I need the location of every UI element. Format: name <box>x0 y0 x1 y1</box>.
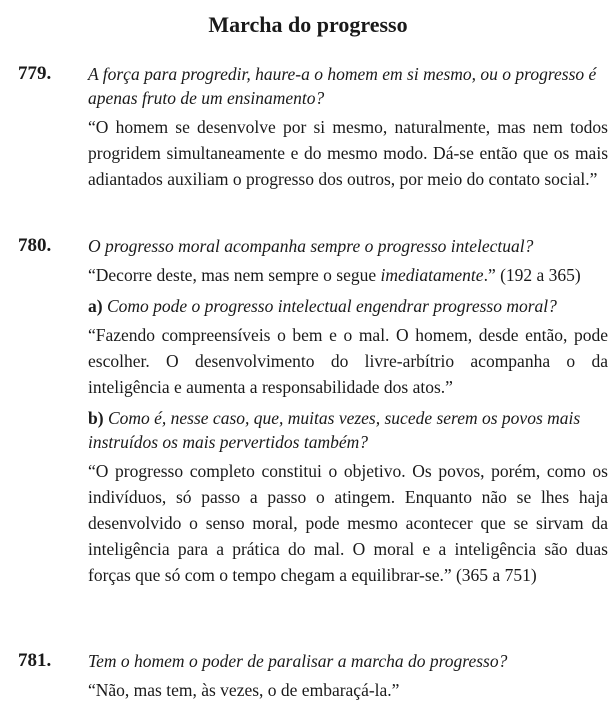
question-779 <box>88 62 608 192</box>
answer-780-emphasis: imediatamente <box>380 265 484 285</box>
question-780-number: 780. <box>18 235 52 256</box>
question-781-text: Tem o homem o poder de paralisar a marcha do progresso? <box>88 651 508 671</box>
subquestion-780b-letter: b) <box>88 408 104 428</box>
answer-779: “O homem se desenvolve por si mesmo, naturalmente, mas nem todos progridem simultaneamente e do mesmo modo. Dá-se então que os mais adiantados auxiliam o progresso dos outros, por meio do contato social.” <box>88 117 608 189</box>
answer-780-pre: “Decorre deste, mas nem sempre o segue <box>88 265 381 285</box>
answer-780b: “O progresso completo constitui o objetivo. Os povos, porém, como os indivíduos, só passo a passo o atingem. Enquanto não se lhes haja desenvolvido o senso moral, pode mesmo acontecer que se sirvam da inteligência para a prática do mal. O moral e a inteligência são duas forças que só com o tempo chegam a equilibrar-se.” (365 a 751) <box>88 461 608 585</box>
subquestion-780a-letter: a) <box>88 296 103 316</box>
answer-780a: “Fazendo compreensíveis o bem e o mal. O homem, desde então, pode escolher. O desenvolvimento do livre-arbítrio acompanha o da inteligência e aumenta a responsabilidade dos atos.” <box>88 325 608 397</box>
question-779-text: A força para progredir, haure-a o homem em si mesmo, ou o progresso é apenas fruto de um ensinamento? <box>88 64 597 108</box>
answer-780-post: .” (192 a 365) <box>483 265 581 285</box>
subquestion-780a <box>88 294 608 318</box>
subquestion-780a-text: Como pode o progresso intelectual engendrar progresso moral? <box>106 296 557 316</box>
answer-781: “Não, mas tem, às vezes, o de embaraçá-la.” <box>88 680 400 700</box>
question-781 <box>88 649 608 703</box>
section-title: Marcha do progresso <box>208 12 408 37</box>
question-781-number: 781. <box>18 650 52 671</box>
subquestion-780b <box>88 406 608 454</box>
question-780-text: O progresso moral acompanha sempre o progresso intelectual? <box>88 236 534 256</box>
question-780 <box>88 234 608 588</box>
answer-780 <box>88 262 608 288</box>
subquestion-780b-text: Como é, nesse caso, que, muitas vezes, sucede serem os povos mais instruídos os mais pervertidos também? <box>88 408 581 452</box>
question-779-number: 779. <box>18 63 52 84</box>
